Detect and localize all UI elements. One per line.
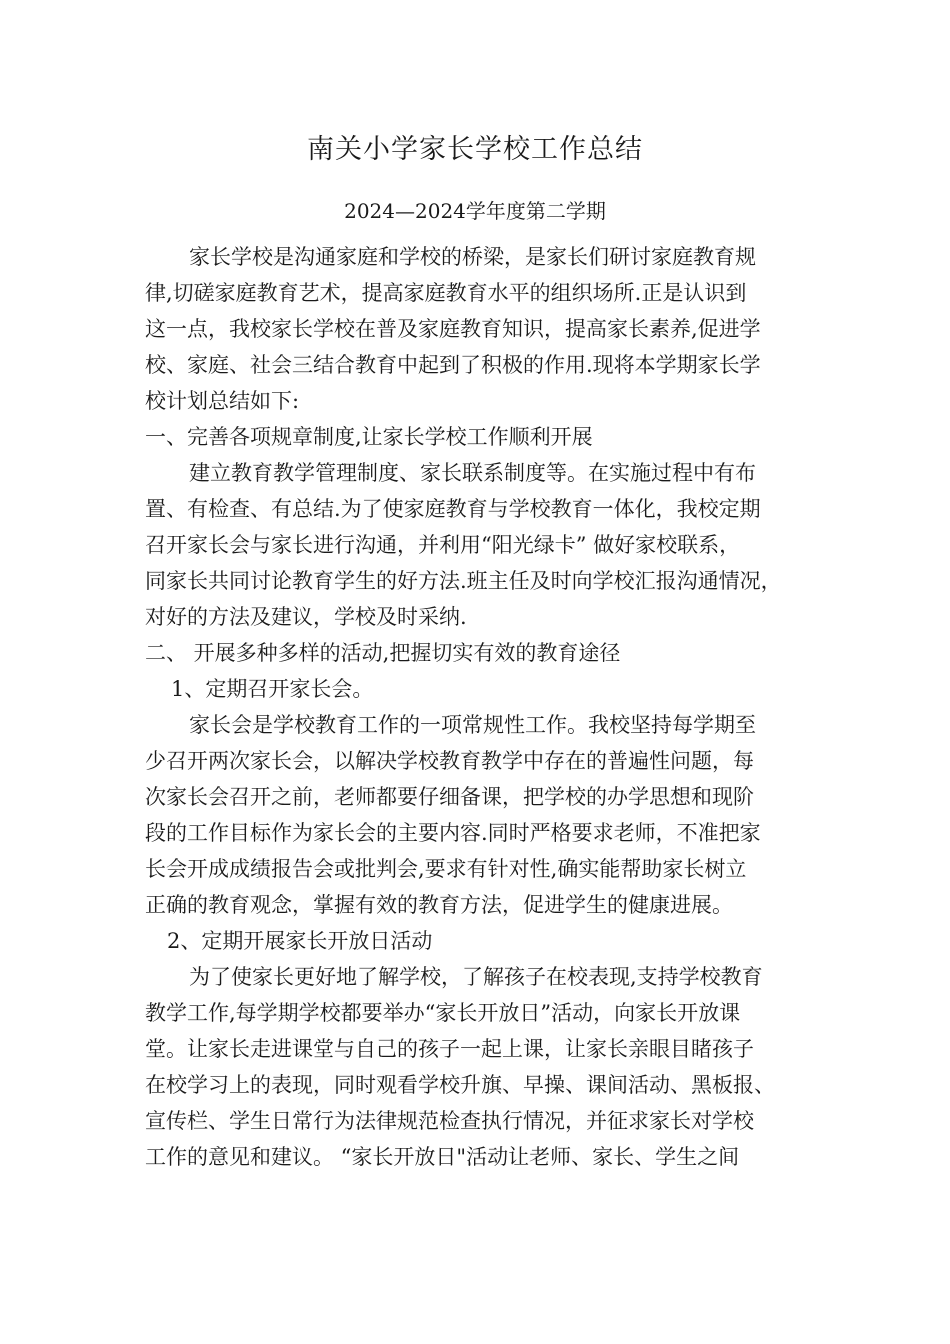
text-line: 正确的教育观念，掌握有效的教育方法，促进学生的健康进展。 [145,893,733,917]
text-line: 校计划总结如下: [145,389,300,413]
text-line: 段的工作目标作为家长会的主要内容.同时严格要求老师，不准把家 [145,821,761,845]
text-line: 为了使家长更好地了解学校，了解孩子在校表现,支持学校教育 [189,965,763,989]
text-line: 校、家庭、社会三结合教育中起到了积极的作用.现将本学期家长学 [145,353,761,377]
document-subtitle: 2024—2024学年度第二学期 [344,199,606,223]
text-line: 在校学习上的表现，同时观看学校升旗、早操、课间活动、黑板报、 [145,1073,775,1097]
text-line: 堂。让家长走进课堂与自己的孩子一起上课，让家长亲眼目睹孩子 [145,1037,754,1061]
text-line: 2、定期开展家长开放日活动 [167,929,433,953]
text-line: 同家长共同讨论教育学生的好方法.班主任及时向学校汇报沟通情况， [145,569,782,593]
text-line: 教学工作,每学期学校都要举办“家长开放日”活动，向家长开放课 [145,1001,741,1025]
text-line: 家长学校是沟通家庭和学校的桥梁，是家长们研讨家庭教育规 [189,245,756,269]
text-line: 置、有检查、有总结.为了使家庭教育与学校教育一体化，我校定期 [145,497,761,521]
text-line: 律,切磋家庭教育艺术，提高家庭教育水平的组织场所.正是认识到 [145,281,747,305]
text-line: 召开家长会与家长进行沟通，并利用“阳光绿卡” 做好家校联系， [145,533,741,557]
text-line: 宣传栏、学生日常行为法律规范检查执行情况，并征求家长对学校 [145,1109,754,1133]
text-line: 次家长会召开之前，老师都要仔细备课，把学校的办学思想和现阶 [145,785,754,809]
text-line: 这一点，我校家长学校在普及家庭教育知识，提高家长素养,促进学 [145,317,761,341]
text-line: 少召开两次家长会，以解决学校教育教学中存在的普遍性问题，每 [145,749,754,773]
text-line: 一、完善各项规章制度,让家长学校工作顺利开展 [145,425,593,449]
document-title: 南关小学家长学校工作总结 [307,134,643,165]
text-line: 对好的方法及建议，学校及时采纳. [145,605,467,629]
text-line: 二、 开展多种多样的活动,把握切实有效的教育途径 [145,641,621,665]
text-line: 长会开成成绩报告会或批判会,要求有针对性,确实能帮助家长树立 [145,857,747,881]
text-line: 1、定期召开家长会。 [171,677,374,701]
text-line: 工作的意见和建议。 “家长开放日"活动让老师、家长、学生之间 [145,1145,740,1169]
text-line: 家长会是学校教育工作的一项常规性工作。我校坚持每学期至 [189,713,756,737]
text-line: 建立教育教学管理制度、家长联系制度等。在实施过程中有布 [189,461,756,485]
document-body [145,239,830,1175]
